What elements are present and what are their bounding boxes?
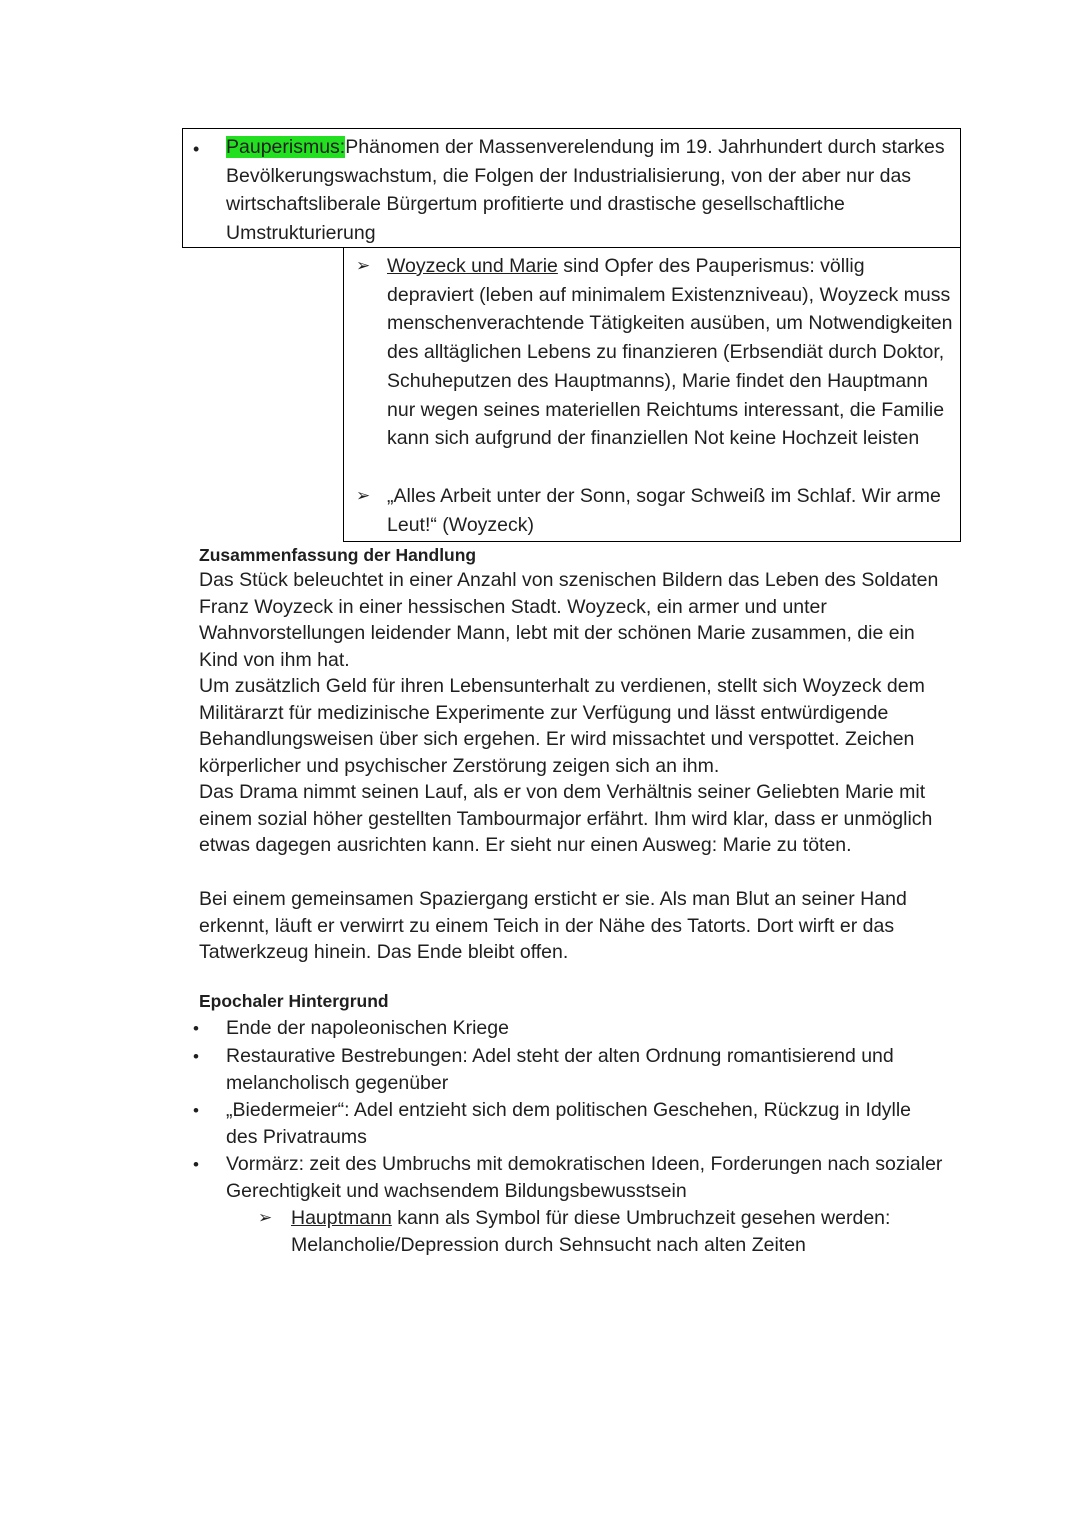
arrow-bullet-icon: ➢ <box>356 256 371 275</box>
list-item-text: Vormärz: zeit des Umbruchs mit demokratischen Ideen, Forderungen nach sozialer Gerechtigkeit und wachsendem Bildungsbewusstsein <box>226 1153 943 1202</box>
bullet-icon: • <box>193 1047 199 1066</box>
definition-term: Pauperismus: <box>226 136 346 158</box>
sub-point-quote: „Alles Arbeit unter der Sonn, sogar Schweiß im Schlaf. Wir arme Leut!“ (Woyzeck) <box>387 485 941 536</box>
summary-paragraph: Das Stück beleuchtet in einer Anzahl von szenischen Bildern das Leben des Soldaten Franz Woyzeck in einer hessischen Stadt. Woyzeck, ein armer und unter Wahnvorstellungen leidender Mann, lebt mit der schönen Marie zusammen, die ein Kind von ihm hat. <box>199 569 939 671</box>
summary-paragraph: Bei einem gemeinsamen Spaziergang ersticht er sie. Als man Blut an seiner Hand erkennt, läuft er verwirrt zu einem Teich in der Nähe des Tatorts. Dort wirft er das Tatwerkzeug hinein. Das Ende bleibt offen. <box>199 888 907 964</box>
arrow-bullet-icon: ➢ <box>258 1208 273 1227</box>
background-heading: Epochaler Hintergrund <box>199 991 389 1011</box>
sub-point-text <box>387 252 955 453</box>
nested-point-underlined: Hauptmann <box>291 1207 392 1229</box>
list-item-text: Restaurative Bestrebungen: Adel steht der alten Ordnung romantisierend und melancholisch gegenüber <box>226 1045 894 1094</box>
definition-body: Phänomen der Massenverelendung im 19. Jahrhundert durch starkes Bevölkerungswachstum, die Folgen der Industrialisierung, von der aber nur das wirtschaftsliberale Bürgertum profitierte und drastische gesellschaftliche Umstrukturierung <box>226 136 945 245</box>
bullet-icon: • <box>193 139 200 159</box>
list-item-text: „Biedermeier“: Adel entzieht sich dem politischen Geschehen, Rückzug in Idylle des Privatraums <box>226 1099 912 1148</box>
definition-box <box>182 128 961 248</box>
bullet-icon: • <box>193 1155 199 1174</box>
summary-heading: Zusammenfassung der Handlung <box>199 545 477 565</box>
bullet-icon: • <box>193 1101 199 1120</box>
sub-points-box <box>343 248 961 542</box>
definition-text <box>226 133 954 248</box>
summary-paragraph: Um zusätzlich Geld für ihren Lebensunterhalt zu verdienen, stellt sich Woyzeck dem Militärarzt für medizinische Experimente zur Verfügung und lässt entwürdigende Behandlungsweisen über sich ergehen. Er wird missachtet und verspottet. Zeichen körperlicher und psychischer Zerstörung zeigen sich an ihm. <box>199 675 925 777</box>
bullet-icon: • <box>193 1019 199 1038</box>
nested-point-body: kann als Symbol für diese Umbruchzeit gesehen werden: Melancholie/Depression durch Sehnsucht nach alten Zeiten <box>291 1207 891 1256</box>
sub-point-underlined: Woyzeck und Marie <box>387 255 558 277</box>
summary-paragraph: Das Drama nimmt seinen Lauf, als er von dem Verhältnis seiner Geliebten Marie mit einem sozial höher gestellten Tambourmajor erfährt. Ihm wird klar, dass er unmöglich etwas dagegen ausrichten kann. Er sieht nur einen Ausweg: Marie zu töten. <box>199 781 933 857</box>
sub-point-body: sind Opfer des Pauperismus: völlig depraviert (leben auf minimalem Existenzniveau), Woyzeck muss menschenverachtende Tätigkeiten ausüben, um Notwendigkeiten des alltäglichen Lebens zu finanzieren (Erbsendiät durch Doktor, Schuheputzen des Hauptmanns), Marie findet den Hauptmann nur wegen seines materiellen Reichtums interessant, die Familie kann sich aufgrund der finanziellen Not keine Hochzeit leisten <box>387 255 953 450</box>
nested-point-text <box>291 1205 951 1258</box>
list-item-text: Ende der napoleonischen Kriege <box>226 1017 509 1039</box>
arrow-bullet-icon: ➢ <box>356 486 371 505</box>
